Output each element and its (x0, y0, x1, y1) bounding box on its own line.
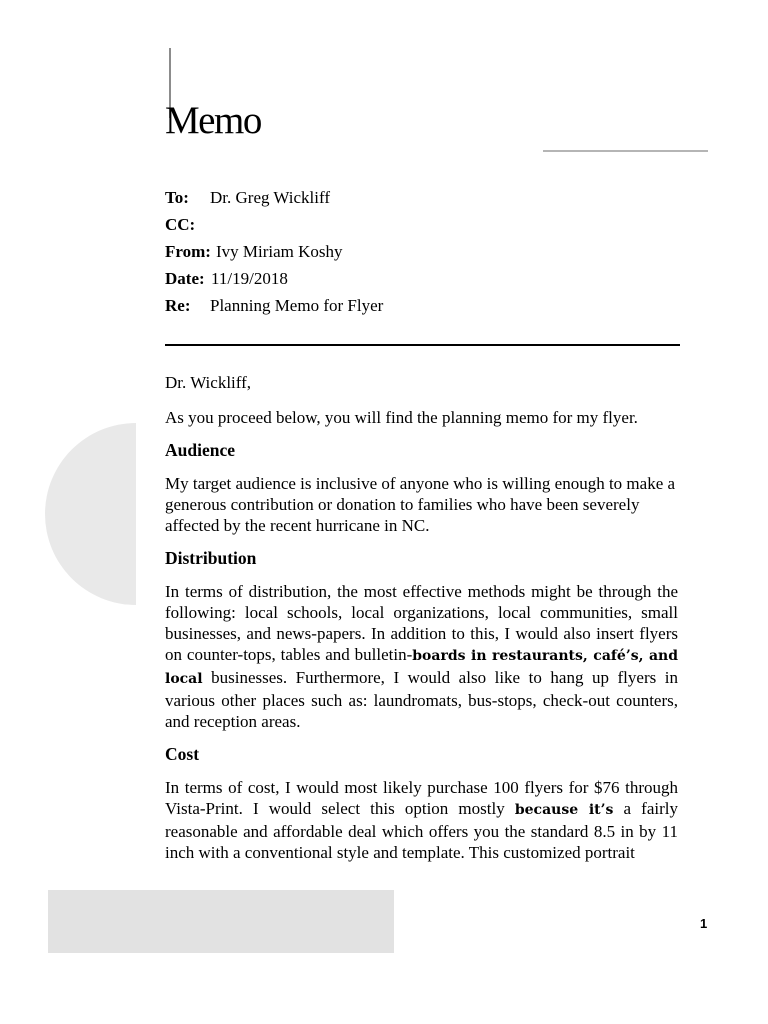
distribution-paragraph (165, 581, 678, 732)
distribution-heading: Distribution (165, 548, 257, 568)
decorative-footer-box (48, 890, 394, 953)
cost-text-part2: a fairly reasonable and affordable deal which offers you the standard 8.5 in by 11 inch with a conventional style and template. This customized portrait (165, 799, 678, 862)
page-number: 1 (700, 916, 708, 931)
from-value: Ivy Miriam Koshy (216, 242, 343, 261)
re-label: Re: (165, 296, 191, 315)
header-date-row (165, 270, 288, 287)
decorative-horizontal-line (543, 150, 708, 152)
memo-title: Memo (165, 99, 261, 142)
distribution-text-part2: businesses. Furthermore, I would also like to hang up flyers in various other places such as: laundromats, bus-stops, check-out counters, and reception areas. (165, 668, 678, 731)
cost-text-emphasis: because it’s (514, 802, 614, 818)
cost-heading: Cost (165, 744, 200, 764)
header-from-row (165, 243, 343, 260)
header-re-row (165, 297, 383, 314)
to-label: To: (165, 188, 189, 207)
cost-text-part1: In terms of cost, I would most likely purchase 100 flyers for $76 through Vista-Print. I would select this option mostly (165, 778, 678, 818)
header-cc-row (165, 216, 210, 233)
from-label: From: (165, 242, 211, 261)
cc-label: CC: (165, 215, 196, 234)
date-label: Date: (165, 269, 205, 288)
decorative-half-circle (45, 423, 136, 605)
memo-body (165, 372, 678, 875)
audience-heading: Audience (165, 440, 235, 460)
audience-paragraph: My target audience is inclusive of anyone who is willing enough to make a generous contribution or donation to families who have been severely affected by the recent hurricane in NC. (165, 474, 676, 535)
header-divider (165, 344, 680, 346)
to-value: Dr. Greg Wickliff (210, 188, 331, 207)
salutation: Dr. Wickliff, (165, 373, 252, 392)
distribution-text-part1: In terms of distribution, the most effective methods might be through the following: local schools, local organizations, local communities, small businesses, and news-papers. In addition to this, I would also insert flyers on counter-tops, tables and bulletin- (165, 582, 678, 664)
intro-paragraph: As you proceed below, you will find the planning memo for my flyer. (165, 408, 638, 427)
re-value: Planning Memo for Flyer (210, 296, 384, 315)
distribution-text-emphasis: boards in restaurants, café’s, and local (165, 648, 678, 687)
header-to-row (165, 189, 330, 206)
date-value: 11/19/2018 (211, 269, 288, 288)
cost-paragraph (165, 777, 678, 863)
